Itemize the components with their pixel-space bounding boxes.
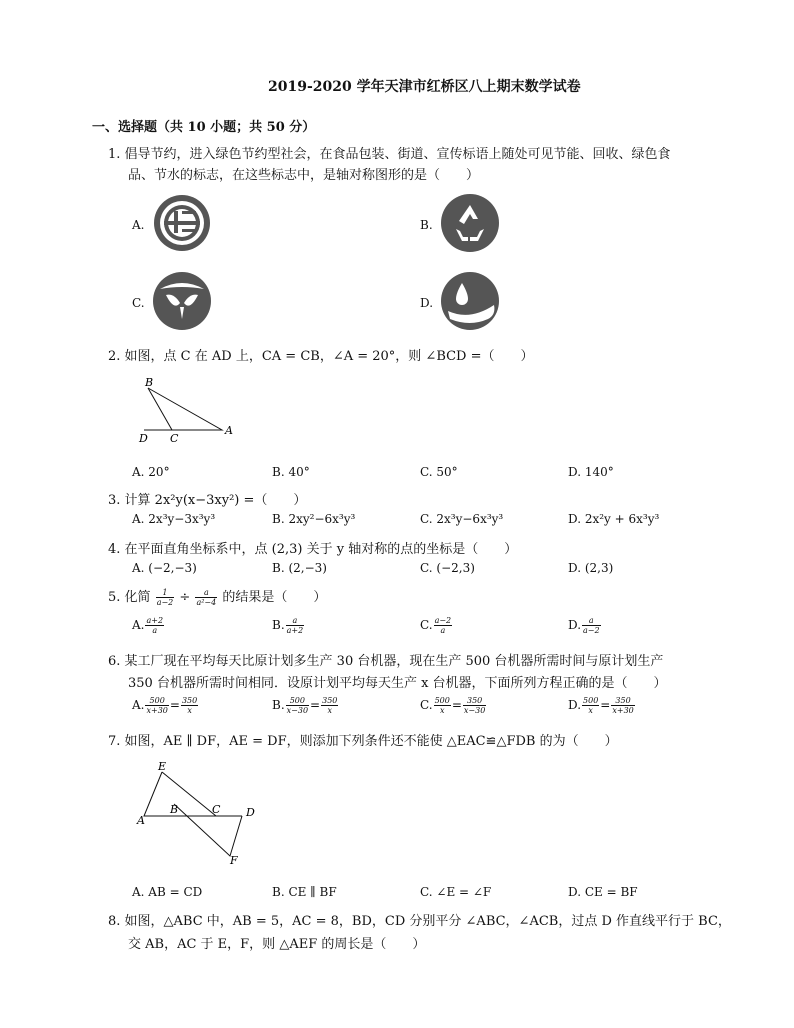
green-food-logo-icon <box>152 271 212 331</box>
q4-option-a: A. (−2,−3) <box>132 561 197 575</box>
q6-option-a: A. $\frac{500}{x+30}$ = $\frac{350}{x}$ <box>132 696 198 715</box>
q7-question: 7. 如图，AE ∥ DF，AE = DF，则添加下列条件还不能使 △EAC≌△FDB 的为（ ） <box>108 734 618 749</box>
q7-label-a: A <box>137 814 145 827</box>
q7-option-d: D. CE = BF <box>568 885 638 899</box>
q8-line1: 8. 如图，△ABC 中，AB = 5，AC = 8，BD，CD 分别平分 ∠ABC，∠ACB，过点 D 作直线平行于 BC， <box>108 914 731 929</box>
q2-label-a: A <box>225 424 233 437</box>
q7-option-a: A. AB = CD <box>132 885 203 899</box>
q5-option-b: B. $\frac{a}{a+2}$ <box>272 616 304 635</box>
q7-figure <box>134 758 264 868</box>
q4-question: 4. 在平面直角坐标系中，点 (2,3) 关于 y 轴对称的点的坐标是（ ） <box>108 542 518 557</box>
q5-question <box>108 586 326 607</box>
q2-label-c: C <box>170 432 179 444</box>
q2-option-b: B. 40° <box>272 465 310 479</box>
q2-label-d: D <box>139 432 148 444</box>
q4-option-d: D. (2,3) <box>568 561 614 575</box>
q5-prefix: 5. 化简 <box>108 590 151 605</box>
q6-option-d: D. $\frac{500}{x}$ = $\frac{350}{x+30}$ <box>568 696 634 715</box>
q3-option-c: C. 2x³y−6x³y³ <box>420 512 504 526</box>
q5-option-a: A. $\frac{a+2}{a}$ <box>132 616 164 635</box>
q2-option-c: C. 50° <box>420 465 458 479</box>
q2-label-b: B <box>145 376 154 389</box>
q2-option-d: D. 140° <box>568 465 614 479</box>
q7-label-e: E <box>158 760 167 773</box>
q8-line2: 交 AB，AC 于 E，F，则 △AEF 的周长是（ ） <box>128 937 426 952</box>
recycle-logo-icon <box>440 193 500 253</box>
q1-option-c-label: C. <box>132 296 145 310</box>
q1-line1: 1. 倡导节约，进入绿色节约型社会，在食品包装、街道、宣传标语上随处可见节能、回收、绿色食 <box>108 147 671 162</box>
q2-triangle-figure <box>136 374 246 444</box>
q3-option-b: B. 2xy²−6x³y³ <box>272 512 356 526</box>
q3-question: 3. 计算 2x²y(x−3xy²) =（ ） <box>108 493 307 508</box>
q6-option-c: C. $\frac{500}{x}$ = $\frac{350}{x-30}$ <box>420 696 486 715</box>
q1-option-a-label: A. <box>132 218 145 232</box>
q7-label-f: F <box>230 854 238 867</box>
q5-fraction-1: $\frac{1}{a-2}$ <box>156 588 174 607</box>
q7-option-c: C. ∠E = ∠F <box>420 885 492 899</box>
q7-label-d: D <box>246 806 255 819</box>
water-saving-logo-icon <box>440 271 500 331</box>
q7-label-b: B <box>170 803 179 816</box>
q2-option-a: A. 20° <box>132 465 170 479</box>
q6-line1: 6. 某工厂现在平均每天比原计划多生产 30 台机器，现在生产 500 台机器所需时间与原计划生产 <box>108 654 664 669</box>
q5-fraction-2: $\frac{a}{\text{a²−4}}$ <box>196 588 217 607</box>
section-heading: 一、选择题（共 10 小题；共 50 分） <box>92 120 316 135</box>
q2-question: 2. 如图，点 C 在 AD 上，CA = CB，∠A = 20°，则 ∠BCD =（ ） <box>108 349 534 364</box>
q5-option-c: C. $\frac{a-2}{a}$ <box>420 616 452 635</box>
q3-option-a: A. 2x³y−3x³y³ <box>132 512 216 526</box>
q7-label-c: C <box>212 803 221 816</box>
q6-option-b: B. $\frac{500}{x-30}$ = $\frac{350}{x}$ <box>272 696 338 715</box>
q7-option-b: B. CE ∥ BF <box>272 885 337 899</box>
q4-option-c: C. (−2,3) <box>420 561 475 575</box>
q4-option-b: B. (2,−3) <box>272 561 327 575</box>
q6-line2: 350 台机器所需时间相同．设原计划平均每天生产 x 台机器，下面所列方程正确的是（ ） <box>128 676 667 691</box>
q3-option-d: D. 2x²y + 6x³y³ <box>568 512 660 526</box>
q1-option-d-label: D. <box>420 296 434 310</box>
q5-suffix: 的结果是（ ） <box>222 590 327 605</box>
energy-saving-logo-icon <box>152 193 212 253</box>
page-title: 2019-2020 学年天津市红桥区八上期末数学试卷 <box>268 79 581 95</box>
q5-operator: ÷ <box>179 590 191 605</box>
q1-line2: 品、节水的标志，在这些标志中，是轴对称图形的是（ ） <box>128 168 480 183</box>
q5-option-d: D. $\frac{a}{a-2}$ <box>568 616 600 635</box>
q1-option-b-label: B. <box>420 218 433 232</box>
